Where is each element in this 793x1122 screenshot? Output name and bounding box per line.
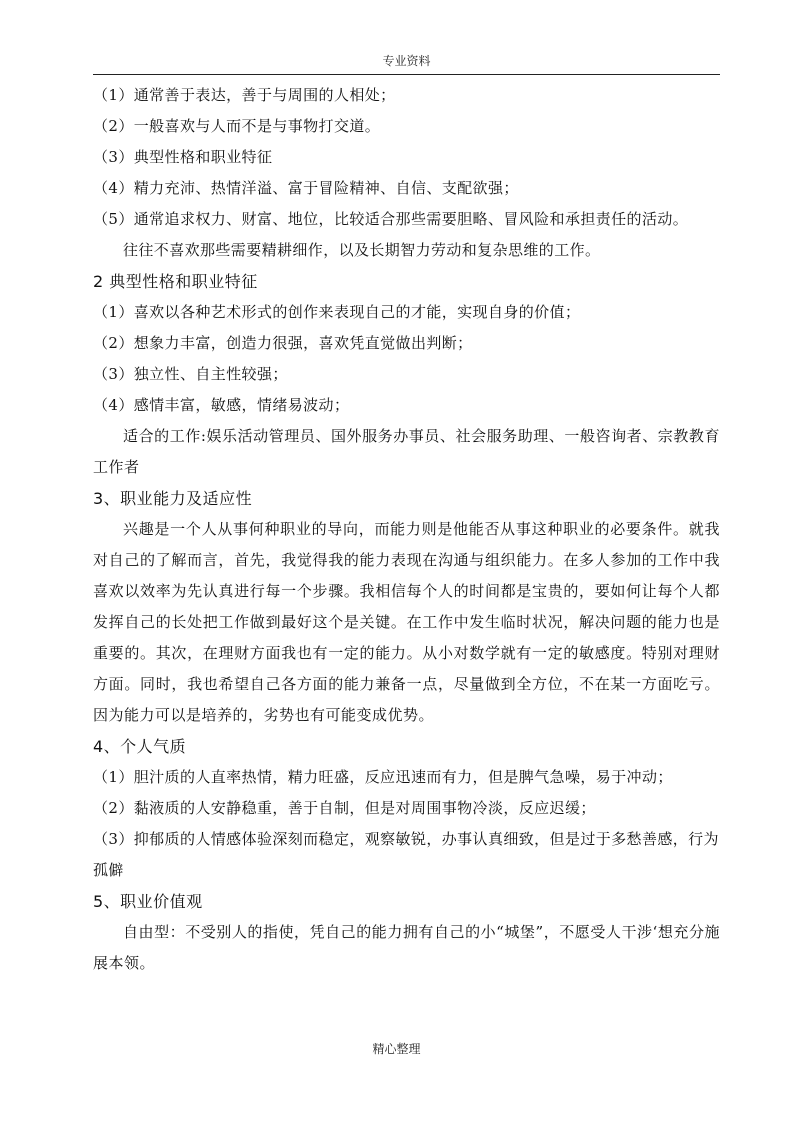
section-heading: 2 典型性格和职业特征	[93, 272, 258, 291]
list-item: （2）想象力丰富，创造力很强，喜欢凭直觉做出判断；	[93, 334, 473, 352]
list-item: （2）黏液质的人安静稳重，善于自制，但是对周围事物冷淡，反应迟缓；	[93, 799, 596, 817]
section-heading: 5、职业价值观	[93, 892, 203, 911]
list-item: （2）一般喜欢与人而不是与事物打交道。	[93, 117, 381, 135]
list-item: （3）典型性格和职业特征	[93, 148, 273, 166]
suitable-jobs: 适合的工作:娱乐活动管理员、国外服务办事员、社会服务助理、一般咨询者、宗教教育工作者	[93, 427, 720, 476]
list-item: （4）感情丰富，敏感，情绪易波动；	[93, 396, 350, 414]
page-header: 专业资料	[93, 52, 720, 75]
section-heading: 4、个人气质	[93, 737, 187, 756]
list-item: （4）精力充沛、热情洋溢、富于冒险精神、自信、支配欲强；	[93, 179, 519, 197]
page-footer: 精心整理	[372, 1042, 421, 1056]
section-heading: 3、职业能力及适应性	[93, 489, 253, 508]
list-item: （1）通常善于表达，善于与周围的人相处；	[93, 86, 396, 104]
list-item: （1）胆汁质的人直率热情，精力旺盛，反应迅速而有力，但是脾气急噪，易于冲动；	[93, 768, 673, 786]
section-note: 往往不喜欢那些需要精耕细作，以及长期智力劳动和复杂思维的工作。	[123, 241, 601, 259]
document-body	[93, 80, 720, 979]
list-item: （3）抑郁质的人情感体验深刻而稳定，观察敏锐，办事认真细致，但是过于多愁善感，行为孤僻	[93, 830, 719, 879]
values-paragraph: 自由型：不受别人的指使，凭自己的能力拥有自己的小“城堡”，不愿受人干涉‘想充分施展本领。	[93, 923, 720, 972]
list-item: （1）喜欢以各种艺术形式的创作来表现自己的才能，实现自身的价值；	[93, 303, 581, 321]
list-item: （5）通常追求权力、财富、地位，比较适合那些需要胆略、冒风险和承担责任的活动。	[93, 210, 689, 228]
list-item: （3）独立性、自主性较强；	[93, 365, 288, 383]
ability-paragraph: 兴趣是一个人从事何种职业的导向，而能力则是他能否从事这种职业的必要条件。就我对自己的了解而言，首先，我觉得我的能力表现在沟通与组织能力。在多人参加的工作中我喜欢以效率为先认真进行每一个步骤。我相信每个人的时间都是宝贵的，要如何让每个人都发挥自己的长处把工作做到最好这个是关键。在工作中发生临时状况，解决问题的能力也是重要的。其次，在理财方面我也有一定的能力。从小对数学就有一定的敏感度。特别对理财方面。同时，我也希望自己各方面的能力兼备一点，尽量做到全方位，不在某一方面吃亏。 因为能力可以是培养的，劣势也有可能变成优势。	[93, 520, 720, 724]
